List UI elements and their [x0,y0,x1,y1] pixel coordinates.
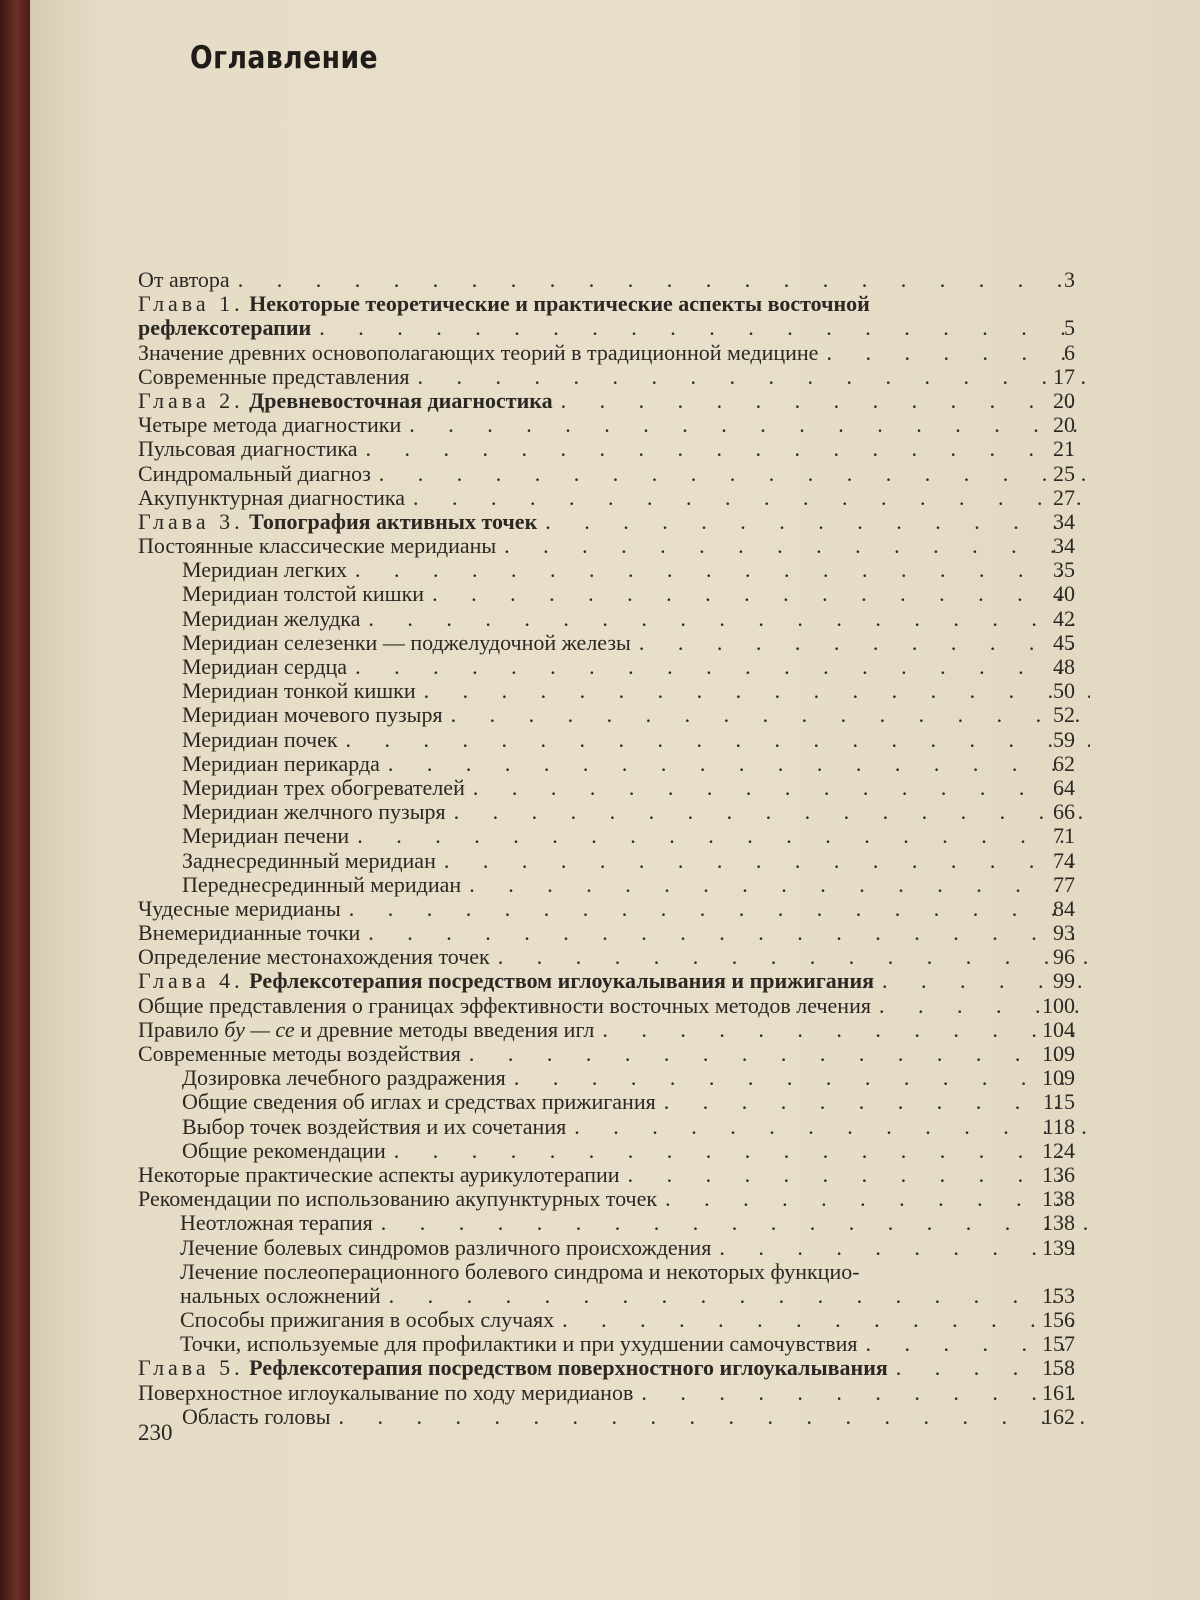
toc-entry-label [138,969,874,993]
toc-entry-label [138,268,230,292]
entry-label-text: Определение местонахождения точек [138,945,490,970]
toc-entry-label [138,897,341,921]
entry-label-text: Переднесрединный меридиан [182,872,462,897]
toc-entry-label [138,510,537,534]
toc-entry [30,1332,1200,1356]
entry-label-text: Внемеридианные точки [138,921,361,946]
toc-entry [30,728,1200,752]
toc-entry-label [182,776,465,800]
toc-entry [30,1139,1200,1163]
toc-entry-label [182,1090,656,1114]
toc-entry-label [138,1356,888,1380]
toc-entry-page: 45 [1053,629,1075,655]
dot-leader [826,341,1090,365]
toc-entry-label [138,437,358,461]
dot-leader [389,1284,1090,1308]
entry-label-text: Рекомендации по использованию акупунктурных точек [138,1187,658,1212]
entry-label-text: рефлексотерапии [138,316,312,341]
toc-entry [30,1066,1200,1090]
toc-entry [30,1042,1200,1066]
toc-entry-page: 40 [1053,581,1075,607]
toc-entry-page: 6 [1064,339,1075,365]
toc-entry-page: 64 [1053,774,1075,800]
toc-entry-page: 3 [1064,267,1075,292]
dot-leader [473,776,1090,800]
toc-entry-label [182,631,631,655]
entry-label-rest: и древние методы введения игл [300,1017,595,1042]
toc-entry [30,558,1200,582]
toc-entry-label [182,849,436,873]
toc-entry [30,897,1200,921]
toc-entry-label [138,534,496,558]
toc-entry-page: 20 [1053,387,1075,413]
toc-entry-label [182,558,347,582]
toc-entry-page: 115 [1042,1089,1075,1115]
toc-entry-page: 138 [1042,1186,1075,1212]
chapter-prefix: Глава 3. [138,509,244,534]
toc-entry [30,776,1200,800]
dot-leader [409,413,1090,437]
toc-entry-page: 48 [1053,654,1075,679]
toc-entry [30,1115,1200,1139]
toc-entry [30,1356,1200,1380]
entry-label-text: Меридиан толстой кишки [182,582,425,607]
entry-label-text: Меридиан тонкой кишки [182,679,416,704]
toc-entry-page: 5 [1064,315,1075,341]
page-title: Оглавление [190,40,379,76]
entry-label-text: Поверхностное иглоукалывание по ходу меридианов [138,1380,634,1405]
dot-leader [346,728,1090,752]
toc-entry [30,437,1200,461]
chapter-prefix: Глава 1. [138,292,244,317]
toc-entry-label [182,1115,566,1139]
entry-label-text: Общие представления о границах эффективности восточных методов лечения [138,993,871,1018]
chapter-title: Рефлексотерапия посредством иглоукалывания и прижигания [249,969,875,994]
toc-entry [30,341,1200,365]
toc-entry-label [138,389,553,413]
toc-entry-page: 71 [1053,823,1075,849]
toc-entry-label [182,607,360,631]
entry-label-text: Меридиан почек [182,727,338,752]
toc-entry-label [182,1066,506,1090]
dot-leader [561,389,1090,413]
toc-entry-page: 162 [1042,1403,1075,1429]
chapter-title: Рефлексотерапия посредством поверхностного иглоукалывания [249,1356,888,1381]
toc-entry-page: 21 [1053,436,1075,462]
dot-leader [444,849,1090,873]
toc-entry-page: 42 [1053,605,1075,631]
toc-entry [30,1163,1200,1187]
toc-entry [30,486,1200,510]
toc-entry-label [138,994,871,1018]
toc-entry [30,1211,1200,1235]
toc-entry-page: 124 [1042,1137,1075,1163]
toc-entry-label [180,1284,381,1308]
entry-label-text: Значение древних основополагающих теорий в традиционной медицине [138,340,819,365]
toc-entry [30,1236,1200,1260]
dot-leader [339,1405,1090,1429]
toc-entry-page: 109 [1042,1041,1075,1066]
entry-label-text: Современные представления [138,364,410,389]
entry-label-text: Точки, используемые для профилактики и при ухудшении самочувствия [180,1332,858,1357]
toc-entry-label [138,1381,633,1405]
toc-entry-page: 156 [1042,1307,1075,1333]
entry-label-text: Общие рекомендации [182,1138,386,1163]
toc-entry [30,655,1200,679]
toc-entry-label [180,1332,857,1356]
toc-entry [30,752,1200,776]
toc-entry-page: 27 [1053,484,1075,510]
chapter-prefix: Глава 4. [138,969,244,994]
toc-entry-page: 100 [1042,992,1075,1018]
chapter-prefix: Глава 5. [138,1356,244,1381]
toc-entry-page: 138 [1042,1210,1075,1236]
toc-entry [30,462,1200,486]
entry-label-text: Способы прижигания в особых случаях [180,1308,555,1333]
entry-label-text: Меридиан печени [182,824,350,849]
entry-label-text: Выбор точек воздействия и их сочетания [182,1114,567,1139]
toc-entry [30,607,1200,631]
dot-leader [388,752,1090,776]
toc-entry-page: 17 [1053,363,1075,389]
toc-entry [30,582,1200,606]
dot-leader [504,534,1090,558]
dot-leader [381,1211,1090,1235]
toc-entry-page: 118 [1042,1113,1075,1139]
entry-label-text: Синдромальный диагноз [138,461,371,486]
toc-entry-label [182,1405,331,1429]
entry-label-text: Неотложная терапия [180,1211,373,1236]
toc-entry-page: 139 [1042,1234,1075,1260]
toc-entry-page: 158 [1042,1355,1075,1381]
dot-leader [366,437,1090,461]
toc-entry-page: 157 [1042,1331,1075,1357]
dot-leader [238,268,1090,292]
toc-entry [30,679,1200,703]
entry-label-text: Дозировка лечебного раздражения [182,1066,506,1091]
dot-leader [628,1163,1090,1187]
entry-label-text: Акупунктурная диагностика [138,485,406,510]
toc-entry-page: 104 [1042,1016,1075,1042]
toc-entry-label [182,703,443,727]
entry-label-text: Меридиан желчного пузыря [182,800,446,825]
toc-entry-label [182,582,424,606]
entry-label-text: Меридиан мочевого пузыря [182,703,443,728]
toc-entry [30,316,1200,340]
toc-entry [30,945,1200,969]
dot-leader [665,1187,1090,1211]
toc-entry [30,969,1200,993]
toc-entry [30,1405,1200,1429]
toc-entry [30,631,1200,655]
toc-entry [30,800,1200,824]
toc-entry-page: 136 [1042,1161,1075,1187]
toc-entry [30,703,1200,727]
entry-label-text: Меридиан сердца [182,655,348,679]
toc-entry-page: 99 [1053,968,1075,994]
dot-leader [379,462,1090,486]
toc-entry-page: 52 [1053,702,1075,728]
dot-leader [574,1115,1090,1139]
toc-entry [30,389,1200,413]
dot-leader [639,631,1090,655]
toc-entry [30,510,1200,534]
toc-entry-page: 34 [1053,533,1075,559]
toc-entry-page: 96 [1053,944,1075,970]
toc-entry-page: 153 [1042,1282,1075,1308]
toc-entry-label [182,679,416,703]
dot-leader [562,1308,1090,1332]
toc-entry [30,534,1200,558]
toc-entry [30,1018,1200,1042]
toc-entry-label [138,341,818,365]
dot-leader [357,824,1090,848]
toc-entry-page: 25 [1053,460,1075,486]
entry-label-text: Заднесрединный меридиан [182,848,436,873]
entry-label-text: Современные методы воздействия [138,1042,461,1066]
toc-entry-label [138,1042,461,1066]
toc-entry-page: 84 [1053,895,1075,921]
entry-label-text: Чудесные меридианы [138,896,341,921]
dot-leader [641,1381,1090,1405]
toc-entry-page: 109 [1042,1065,1075,1091]
toc-entry [30,1187,1200,1211]
chapter-prefix: Глава 2. [138,388,244,413]
toc-entry-label [138,316,311,340]
toc-entry-label [180,1211,373,1235]
toc-entry [30,1090,1200,1114]
toc-entry-page: 59 [1053,726,1075,752]
toc-entry [30,1260,1200,1284]
toc-entry-page: 34 [1053,508,1075,534]
toc-entry [30,921,1200,945]
dot-leader [368,607,1090,631]
toc-entry-label [182,800,446,824]
dot-leader [545,510,1090,534]
toc-entry-label [182,873,461,897]
dot-leader [454,800,1090,824]
entry-label-text: Область головы [182,1404,331,1429]
dot-leader [451,703,1090,727]
dot-leader [424,679,1090,703]
chapter-title: Некоторые теоретические и практические аспекты восточной [249,292,870,317]
dot-leader [355,558,1090,582]
dot-leader [368,921,1090,945]
toc-entry-page: 74 [1053,847,1075,873]
chapter-title: Древневосточная диагностика [249,388,553,413]
toc-entry [30,365,1200,389]
toc-entry-label [182,1139,386,1163]
dot-leader [469,873,1090,897]
entry-label-text: Некоторые практические аспекты аурикулотерапии [138,1162,620,1187]
entry-label-text: Общие сведения об иглах и средствах прижигания [182,1090,656,1115]
toc-entry-label [138,1018,594,1042]
book-page [30,0,1200,1600]
entry-label-text: нальных осложнений [180,1283,381,1308]
entry-label-text: Постоянные классические меридианы [138,534,497,559]
toc-entry-label [182,728,338,752]
toc-entry-label [138,1187,657,1211]
toc-entry [30,292,1200,316]
toc-entry [30,994,1200,1018]
entry-label-text: Пульсовая диагностика [138,437,358,462]
dot-leader [355,655,1090,679]
toc-entry-label [180,1260,860,1284]
toc-entry-label [138,945,490,969]
toc-entry-label [138,921,360,945]
dot-leader [719,1236,1090,1260]
entry-label-start: Правило [138,1017,219,1042]
chapter-title: Топография активных точек [249,509,538,534]
toc-entry-page: 77 [1053,871,1075,897]
toc-entry-label [138,413,401,437]
toc-entry [30,1381,1200,1405]
toc-entry [30,824,1200,848]
entry-label-text: Четыре метода диагностики [138,413,402,438]
toc-entry-label [180,1236,711,1260]
toc-entry-label [182,752,380,776]
entry-label-text: Меридиан селезенки — поджелудочной железы [182,630,631,655]
toc-entry-label [138,292,870,316]
toc-entry [30,413,1200,437]
entry-label-text: От автора [138,268,230,292]
toc-entry-page: 20 [1053,412,1075,438]
toc-entry-page: 66 [1053,799,1075,825]
dot-leader [498,945,1090,969]
toc-entry-page: 161 [1042,1379,1075,1405]
toc-entry [30,849,1200,873]
table-of-contents [30,268,1200,1429]
toc-entry-label [138,1163,620,1187]
toc-entry-label [138,365,409,389]
toc-entry-label [182,655,347,679]
toc-entry-page: 62 [1053,750,1075,776]
entry-label-text: Меридиан перикарда [182,751,380,776]
entry-label-text: Меридиан трех обогревателей [182,775,465,800]
dot-leader [432,582,1090,606]
dot-leader [602,1018,1090,1042]
page-number: 230 [138,1420,173,1445]
toc-entry-label [138,462,371,486]
dot-leader [469,1042,1090,1066]
dot-leader [413,486,1090,510]
book-spine [0,0,30,1600]
entry-label-text: Лечение болевых синдромов различного происхождения [180,1235,712,1260]
dot-leader [394,1139,1090,1163]
dot-leader [664,1090,1090,1114]
toc-entry [30,873,1200,897]
entry-label-text: Меридиан легких [182,558,348,583]
dot-leader [514,1066,1090,1090]
entry-label-text: Лечение послеоперационного болевого синдрома и некоторых функцио- [180,1259,860,1284]
entry-label-italic: бу — се [224,1017,295,1042]
dot-leader [319,316,1090,340]
toc-entry-label [180,1308,554,1332]
toc-entry [30,1284,1200,1308]
dot-leader [349,897,1090,921]
toc-entry-page: 50 [1053,678,1075,704]
toc-entry-page: 93 [1053,920,1075,946]
toc-entry-page: 35 [1053,557,1075,583]
toc-entry-label [182,824,349,848]
dot-leader [417,365,1090,389]
toc-entry [30,1308,1200,1332]
toc-entry-label [138,486,405,510]
toc-entry [30,268,1200,292]
entry-label-text: Меридиан желудка [182,606,361,631]
